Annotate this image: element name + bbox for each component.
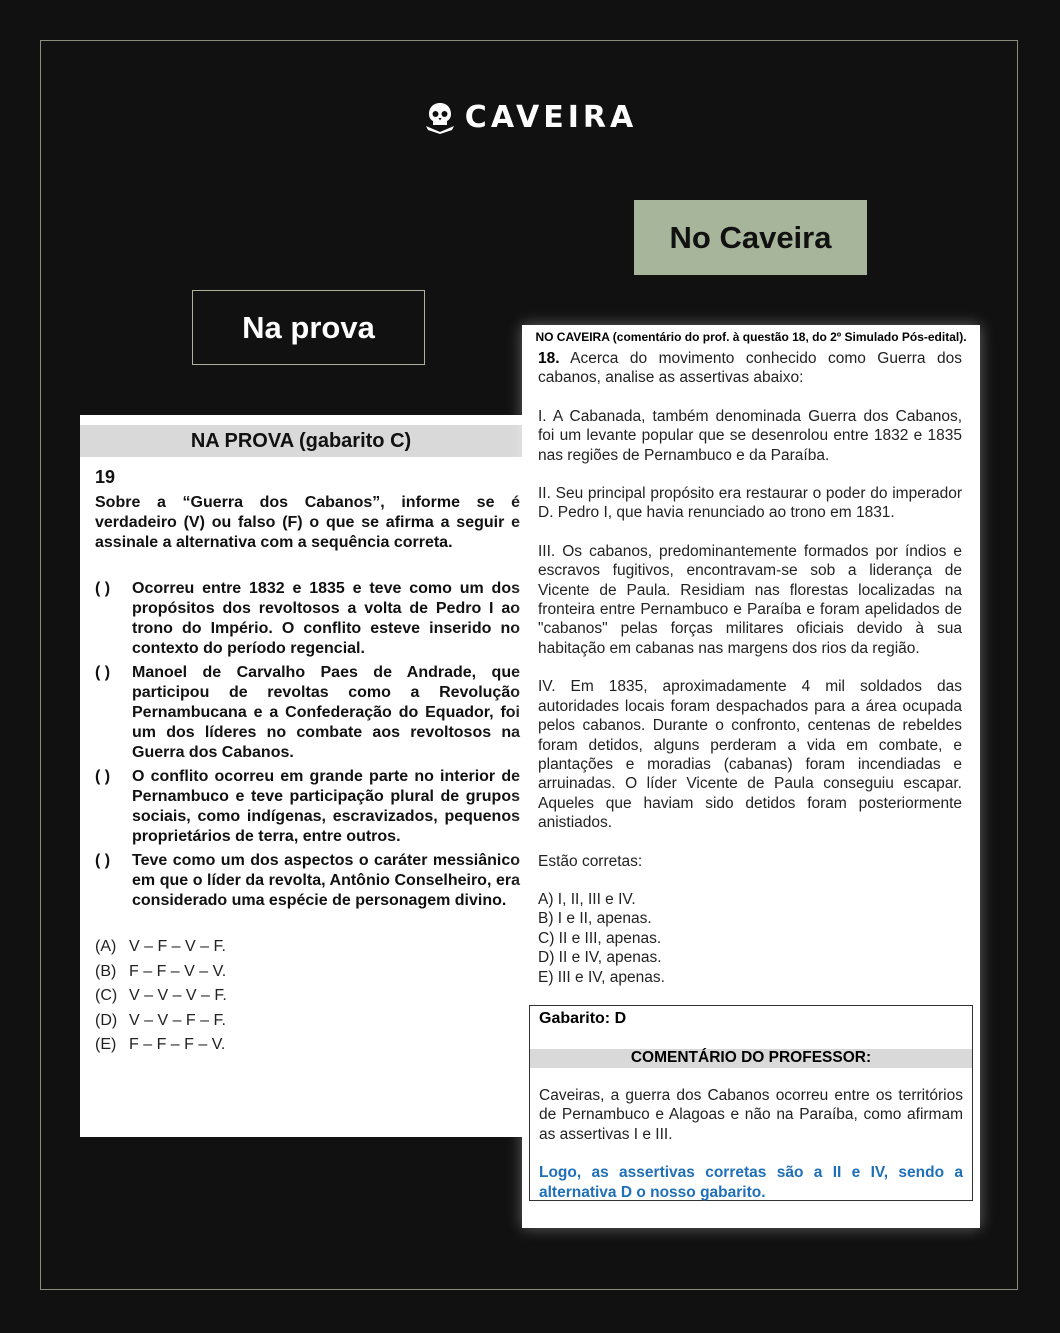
option-b: B) I e II, apenas. [538, 910, 652, 928]
option-c: C) II e III, apenas. [538, 929, 662, 947]
true-false-item [95, 663, 520, 763]
option-letter: (B) [95, 962, 117, 980]
exam-question-card [80, 415, 522, 1137]
caveira-question-card [522, 325, 980, 1228]
answer-blank: ( ) [95, 768, 111, 785]
no-caveira-label: No Caveira [634, 200, 867, 275]
na-prova-label: Na prova [192, 290, 425, 365]
option-b [95, 960, 520, 985]
option-c [95, 984, 520, 1009]
item-text: Ocorreu entre 1832 e 1835 e teve como um dos propósitos dos revoltosos a volta de Pedro I ao trono do Império. O conflito esteve inserido no contexto do período regencial. [132, 580, 520, 657]
brand-logo [0, 100, 1060, 135]
answer-blank: ( ) [95, 664, 111, 681]
option-a: A) I, II, III e IV. [538, 890, 636, 908]
item-text: O conflito ocorreu em grande parte no interior de Pernambuco e teve participação plural de grupos sociais, como indígenas, escravizados, pequenos proprietários de terra, entre outros. [132, 768, 520, 845]
item-text: Manoel de Carvalho Paes de Andrade, que participou de revoltas como a Revolução Pernambucana e a Confederação do Equador, foi um dos líderes no combate aos revoltosos na Guerra dos Cabanos. [132, 664, 520, 761]
caveira-header: NO CAVEIRA (comentário do prof. à questão 18, do 2º Simulado Pós-edital). [535, 330, 967, 344]
question-intro [538, 349, 962, 388]
true-false-item [95, 579, 520, 659]
exam-header: NA PROVA (gabarito C) [80, 425, 522, 457]
true-false-item [95, 767, 520, 847]
question-intro: Sobre a “Guerra dos Cabanos”, informe se é verdadeiro (V) ou falso (F) o que se afirma a seguir e assinale a alternativa com a sequência correta. [95, 494, 520, 551]
option-letter: (A) [95, 938, 117, 955]
option-text: V – F – V – F. [129, 938, 226, 955]
answer-key: Gabarito: D [539, 1009, 627, 1027]
answer-options [538, 890, 962, 987]
option-e: E) III e IV, apenas. [538, 968, 665, 986]
option-text: V – V – V – F. [129, 987, 227, 1004]
true-false-item [95, 851, 520, 911]
option-d [95, 1009, 520, 1034]
answer-blank: ( ) [95, 580, 111, 597]
professor-conclusion: Logo, as assertivas corretas são a II e IV, sendo a alternativa D o nosso gabarito. [539, 1164, 963, 1201]
question-intro-text: Acerca do movimento conhecido como Guerra dos cabanos, analise as assertivas abaixo: [538, 350, 962, 387]
brand-name: CAVEIRA [464, 100, 638, 135]
assertion: IV. Em 1835, aproximadamente 4 mil soldados das autoridades locais foram despachados para a área ocupada pelos cabanos. Durante o confronto, centenas de rebeldes foram detidos, alguns perderam a vida em combate, e plantações e moradias (cabanas) foram incendiadas e arruinadas. O líder Vicente de Paula conseguiu escapar. Aqueles que haviam sido detidos foram posteriormente anistiados. [538, 678, 962, 832]
answer-key-box [529, 1005, 973, 1201]
comment-header: COMENTÁRIO DO PROFESSOR: [530, 1049, 972, 1068]
option-e [95, 1033, 520, 1058]
option-letter: (C) [95, 987, 118, 1004]
option-text: F – F – F – V. [129, 1036, 226, 1053]
question-number: 19 [95, 467, 116, 487]
item-text: Teve como um dos aspectos o caráter messiânico em que o líder da revolta, Antônio Conselheiro, era considerado uma espécie de personagem divino. [132, 852, 520, 909]
option-letter: (E) [95, 1036, 117, 1053]
skull-icon [423, 101, 457, 135]
option-text: V – V – F – F. [129, 1011, 226, 1029]
answer-blank: ( ) [95, 852, 111, 869]
options-prompt: Estão corretas: [538, 852, 643, 870]
option-letter: (D) [95, 1011, 118, 1029]
assertion: I. A Cabanada, também denominada Guerra dos Cabanos, foi um levante popular que se desenrolou entre 1832 e 1835 nas regiões de Pernambuco e da Paraíba. [538, 407, 962, 464]
professor-comment: Caveiras, a guerra dos Cabanos ocorreu entre os territórios de Pernambuco e Alagoas e não na Paraíba, como afirmam as assertivas I e III. [539, 1086, 963, 1143]
assertion: II. Seu principal propósito era restaurar o poder do imperador D. Pedro I, que havia renunciado ao trono em 1831. [538, 485, 962, 522]
assertion: III. Os cabanos, predominantemente formados por índios e escravos fugitivos, encontravam-se sob a liderança de Vicente de Paula. Residiam nas florestas localizadas na fronteira entre Pernambuco e Paraíba e foram apelidados de "cabanos" pelas forças militares oficiais devido à sua habitação em cabanas nas margens dos rios da região. [538, 542, 962, 657]
option-text: F – F – V – V. [129, 962, 227, 980]
answer-options [95, 935, 520, 1058]
option-d: D) II e IV, apenas. [538, 949, 662, 967]
option-a [95, 935, 520, 960]
question-number: 18. [538, 350, 560, 367]
